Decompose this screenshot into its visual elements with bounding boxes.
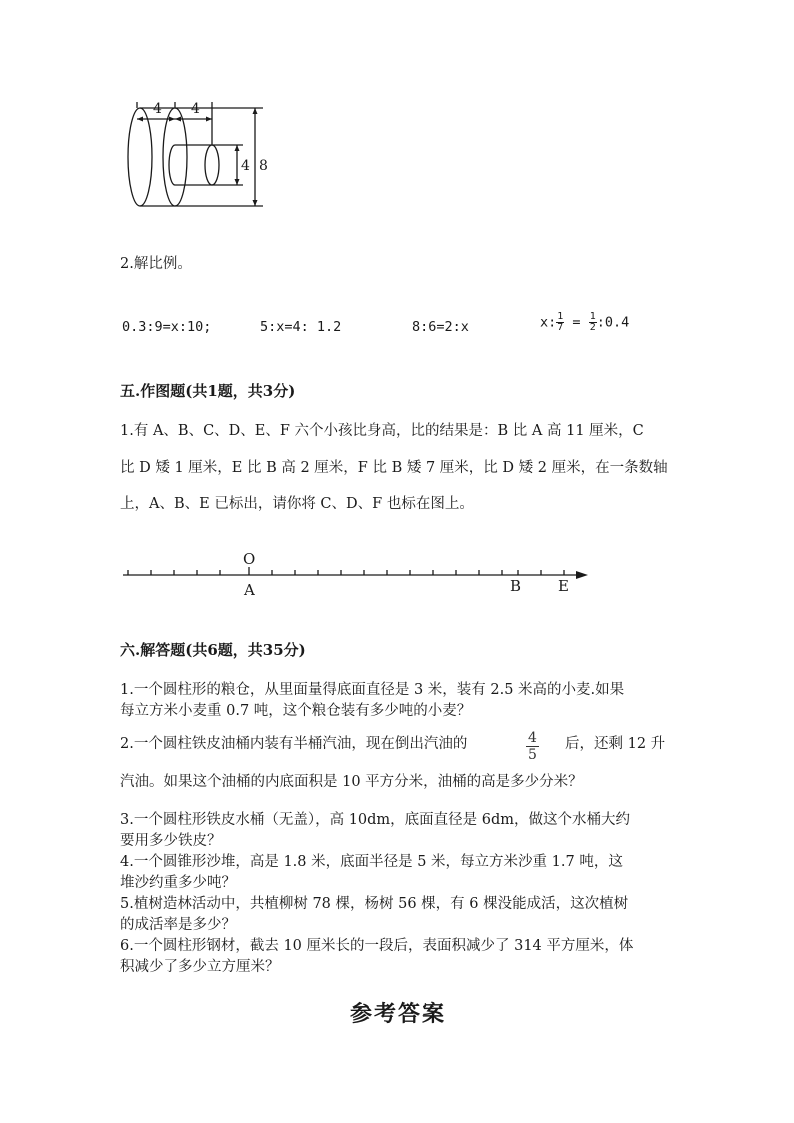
section-6-heading: 六.解答题(共6题，共35分)	[120, 641, 306, 659]
dim-top-left: 4	[153, 101, 162, 117]
section-5-line-2: 比 D 矮 1 厘米，E 比 B 高 2 厘米，F 比 B 矮 7 厘米，比 D 矮 2 厘米，在一条数轴	[120, 460, 668, 476]
proportion-1: 0.3:9=x:10;	[122, 319, 212, 335]
s6-q5-line-2: 的成活率是多少？	[120, 917, 236, 933]
s6-q2-line-2: 汽油。如果这个油桶的内底面积是 10 平方分米，油桶的高是多少分米？	[120, 774, 583, 790]
s6-q6-line-1: 6.一个圆柱形钢材，截去 10 厘米长的一段后，表面积减少了 314 平方厘米，体	[120, 938, 634, 954]
s6-q2-line-1b: 后，还剩 12 升	[565, 736, 666, 752]
s6-q3-line-1: 3.一个圆柱形铁皮水桶（无盖），高 10dm，底面直径是 6dm，做这个水桶大约	[120, 812, 631, 828]
proportion-4: x: $\frac{1}{7}$ = $\frac{1}{2}$ :0.4	[540, 311, 630, 333]
dim-outer: 8	[259, 158, 268, 174]
point-b-label: B	[510, 577, 522, 595]
s6-q3-line-2: 要用多少铁皮？	[120, 833, 222, 849]
s6-q4-line-1: 4.一个圆锥形沙堆，高是 1.8 米，底面半径是 5 米，每立方米沙重 1.7 吨，这	[120, 854, 623, 870]
s6-q2-line-1a: 2.一个圆柱铁皮油桶内装有半桶汽油，现在倒出汽油的	[120, 736, 468, 752]
fraction-one-half: $\frac{1}{2}$	[589, 311, 596, 333]
section-5-heading: 五.作图题(共1题，共3分)	[120, 382, 296, 400]
point-e-label: E	[558, 577, 569, 595]
q2-heading: 2.解比例。	[120, 256, 192, 272]
dim-inner: 4	[241, 158, 250, 174]
proportion-3: 8:6=2:x	[412, 319, 469, 335]
s6-q6-line-2: 积减少了多少立方厘米？	[120, 959, 280, 975]
proportion-2: 5:x=4: 1.2	[260, 319, 342, 335]
s6-q5-line-1: 5.植树造林活动中，共植柳树 78 棵，杨树 56 棵，有 6 棵没能成活，这次植树	[120, 896, 629, 912]
number-line	[118, 548, 598, 600]
origin-label: O	[243, 550, 256, 568]
section-5-line-1: 1.有 A、B、C、D、E、F 六个小孩比身高，比的结果是：B 比 A 高 11 厘米，C	[120, 423, 644, 439]
fraction-one-seventh: $\frac{1}{7}$	[557, 311, 564, 333]
s6-q1-line-2: 每立方米小麦重 0.7 吨，这个粮仓装有多少吨的小麦？	[120, 703, 472, 719]
answers-title: 参考答案	[350, 1001, 447, 1027]
s6-q1-line-1: 1.一个圆柱形的粮仓，从里面量得底面直径是 3 米，装有 2.5 米高的小麦.如果	[120, 682, 625, 698]
point-a-label: A	[244, 581, 255, 599]
fraction-four-fifths: 4 5	[528, 730, 537, 763]
cylinder-figure	[115, 95, 275, 215]
section-5-line-3: 上，A、B、E 已标出，请你将 C、D、F 也标在图上。	[120, 496, 474, 512]
s6-q4-line-2: 堆沙约重多少吨？	[120, 875, 236, 891]
dim-top-right: 4	[191, 101, 200, 117]
